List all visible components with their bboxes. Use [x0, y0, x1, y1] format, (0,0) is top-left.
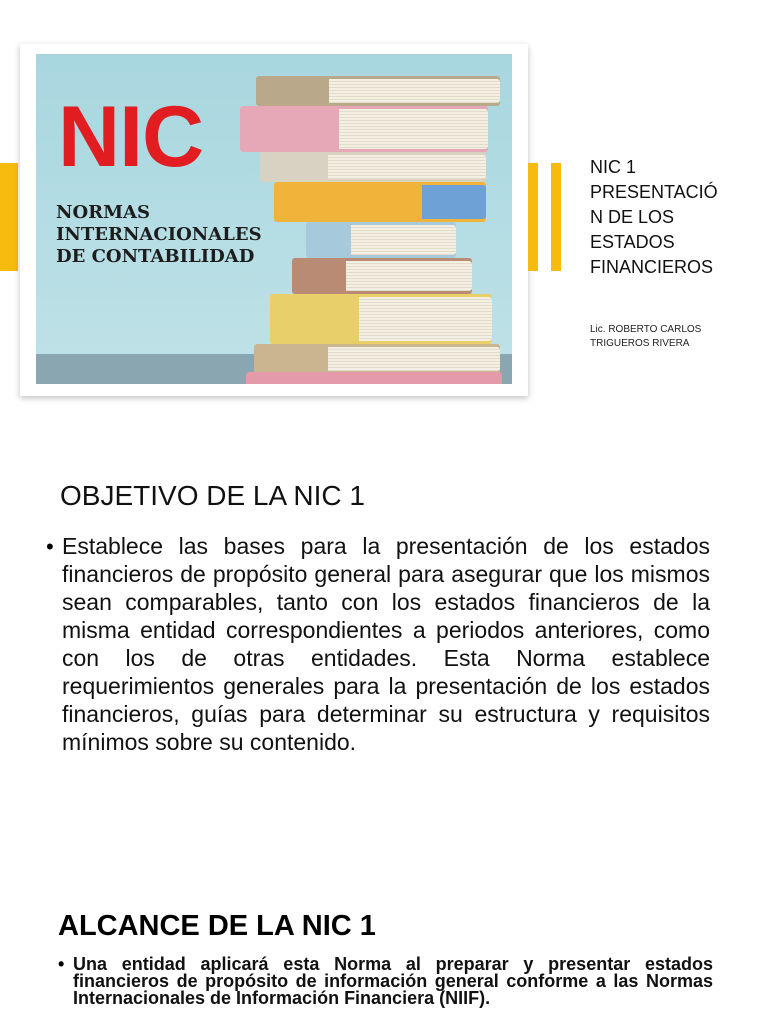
title-line: FINANCIEROS	[590, 257, 714, 277]
objective-heading: OBJETIVO DE LA NIC 1	[60, 480, 365, 511]
book-icon	[260, 152, 486, 182]
accent-bar-left	[0, 163, 18, 271]
book-icon	[270, 294, 492, 344]
author	[590, 323, 701, 351]
book-icon	[306, 222, 456, 258]
book-icon	[292, 258, 472, 294]
title-line: N DE LOS	[590, 207, 675, 227]
nic-subtitle-line: INTERNACIONALES	[56, 224, 262, 245]
title-line: PRESENTACIÓ	[590, 182, 718, 202]
book-icon	[246, 372, 502, 384]
scope-paragraph: Una entidad aplicará esta Norma al preparar y presentar estados financieros de propósito de información general conforme a las Normas Internacionales de Información Financiera (NIIF).	[73, 954, 713, 1008]
bullet-icon: •	[46, 534, 54, 559]
presentation-title	[590, 155, 760, 280]
author-line: TRIGUEROS RIVERA	[590, 338, 690, 349]
nic-subtitle-line: DE CONTABILIDAD	[56, 246, 255, 267]
title-line: NIC 1	[590, 157, 637, 177]
book-icon	[256, 76, 500, 106]
cover-image-frame	[20, 44, 528, 396]
cover-image	[36, 54, 512, 384]
bullet-icon: •	[58, 954, 65, 974]
title-line: ESTADOS	[590, 232, 675, 252]
book-icon	[274, 182, 486, 222]
accent-bar-right-2	[551, 163, 561, 271]
nic-subtitle-line: NORMAS	[56, 202, 150, 223]
objective-paragraph: Establece las bases para la presentación de los estados financieros de propósito general para asegurar que los mismos sean comparables, tanto con los estados financieros de la misma entidad correspondientes a periodos anteriores, como con los de otras entidades. Esta Norma establece requerimientos generales para la presentación de los estados financieros, guías para determinar su estructura y requisitos mínimos sobre su contenido.	[62, 533, 710, 755]
author-line: Lic. ROBERTO CARLOS	[590, 324, 702, 335]
scope-heading: ALCANCE DE LA NIC 1	[58, 910, 376, 942]
book-icon	[254, 344, 500, 374]
nic-logo-text: NIC	[58, 89, 204, 185]
accent-bar-right-1	[528, 163, 538, 271]
title-slide	[0, 0, 768, 420]
nic-subtitle	[56, 202, 262, 268]
book-icon	[240, 106, 488, 152]
